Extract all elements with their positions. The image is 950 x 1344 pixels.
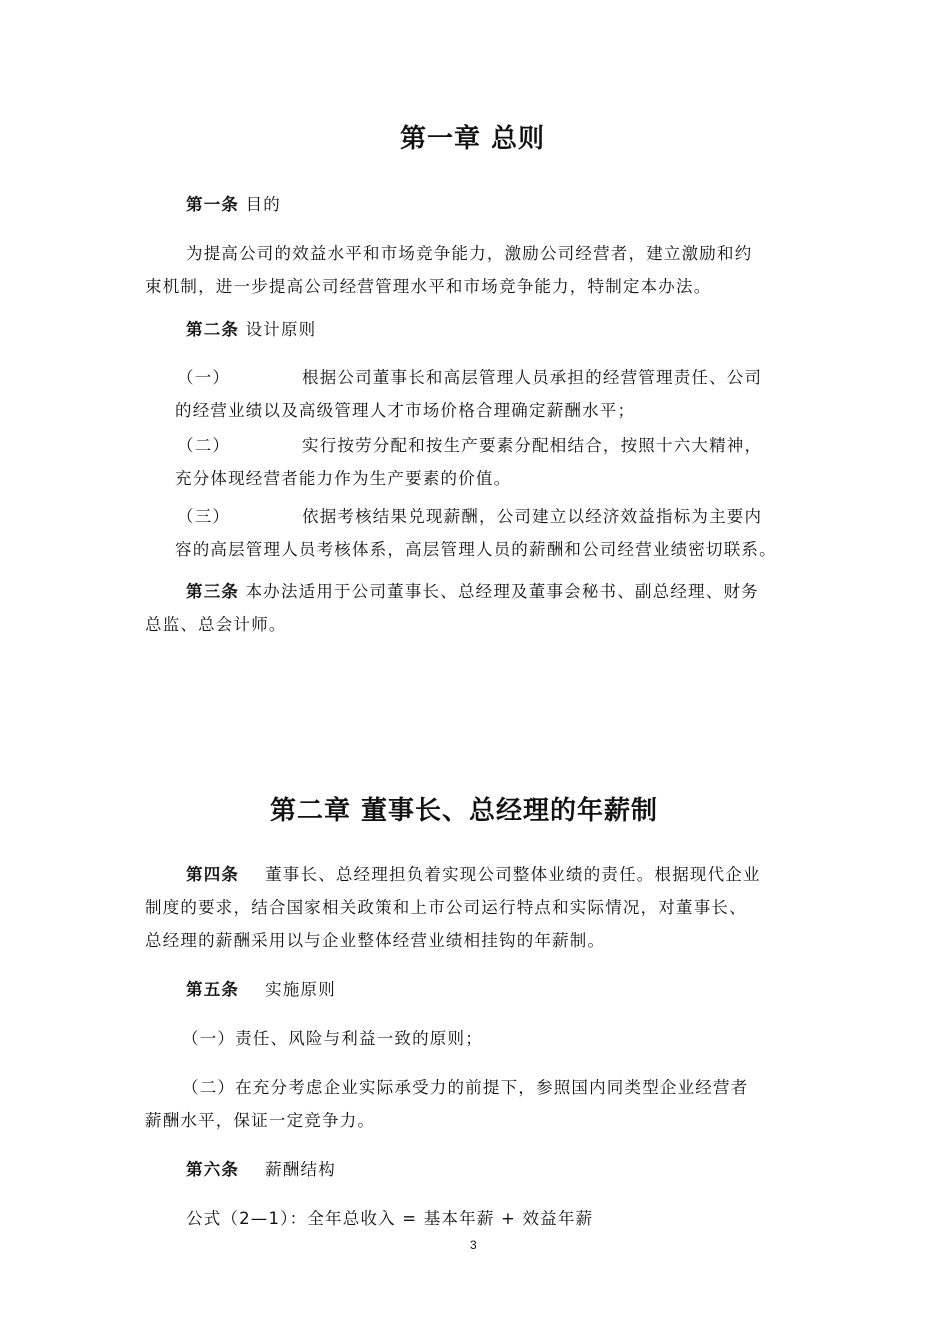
article-5-item-2: （二）在充分考虑企业实际承受力的前提下，参照国内同类型企业经营者 [182, 1078, 749, 1097]
article-2-heading [186, 316, 316, 340]
list-item-number: （一） [177, 368, 231, 387]
article-6-label: 第六条 [186, 1160, 240, 1179]
article-3-line [186, 578, 759, 602]
formula-line: 公式（2—1）：全年总收入 = 基本年薪 + 效益年薪 [186, 1209, 594, 1228]
article-1-heading [186, 191, 281, 215]
article-3-text-cont: 总监、总会计师。 [145, 615, 287, 634]
article-3-text: 本办法适用于公司董事长、总经理及董事会秘书、副总经理、财务 [245, 582, 759, 601]
article-4-text-cont: 总经理的薪酬采用以与企业整体经营业绩相挂钩的年薪制。 [145, 931, 606, 950]
article-1-body-line: 束机制，进一步提高公司经营管理水平和市场竞争能力，特制定本办法。 [145, 277, 712, 296]
list-item-text: 实行按劳分配和按生产要素分配相结合，按照十六大精神， [302, 436, 763, 455]
article-5-label: 第五条 [186, 980, 240, 999]
article-2-label: 第二条 [186, 320, 240, 339]
article-2-title: 设计原则 [245, 320, 317, 339]
list-item-number: （二） [177, 436, 231, 455]
article-4-line [186, 861, 761, 885]
list-item-text: 充分体现经营者能力作为生产要素的价值。 [175, 469, 512, 488]
list-item-text: 依据考核结果兑现薪酬，公司建立以经济效益指标为主要内 [302, 507, 763, 526]
article-1-label: 第一条 [186, 195, 240, 214]
chapter-1-title: 第一章 总则 [400, 124, 546, 154]
article-5-title: 实施原则 [265, 980, 336, 999]
article-4-text-cont: 制度的要求，结合国家相关政策和上市公司运行特点和实际情况，对董事长、 [145, 898, 747, 917]
article-6-title: 薪酬结构 [265, 1160, 336, 1179]
article-1-body-line: 为提高公司的效益水平和市场竞争能力，激励公司经营者，建立激励和约 [186, 244, 753, 263]
list-item-text: 根据公司董事长和高层管理人员承担的经营管理责任、公司 [302, 368, 763, 387]
article-4-text: 董事长、总经理担负着实现公司整体业绩的责任。根据现代企业 [265, 865, 761, 884]
article-4-label: 第四条 [186, 865, 240, 884]
list-item-text: 的经营业绩以及高级管理人才市场价格合理确定薪酬水平； [175, 401, 636, 420]
list-item-text: 容的高层管理人员考核体系，高层管理人员的薪酬和公司经营业绩密切联系。 [175, 540, 777, 559]
article-6-heading [186, 1156, 336, 1180]
article-3-label: 第三条 [186, 582, 240, 601]
article-5-item-1: （一）责任、风险与利益一致的原则； [182, 1029, 483, 1048]
article-5-item-2-cont: 薪酬水平，保证一定竞争力。 [145, 1111, 376, 1130]
article-5-heading [186, 976, 336, 1000]
chapter-2-title: 第二章 董事长、总经理的年薪制 [270, 796, 659, 826]
article-1-title: 目的 [245, 195, 281, 214]
list-item-number: （三） [177, 507, 231, 526]
page-number: 3 [470, 1238, 477, 1252]
